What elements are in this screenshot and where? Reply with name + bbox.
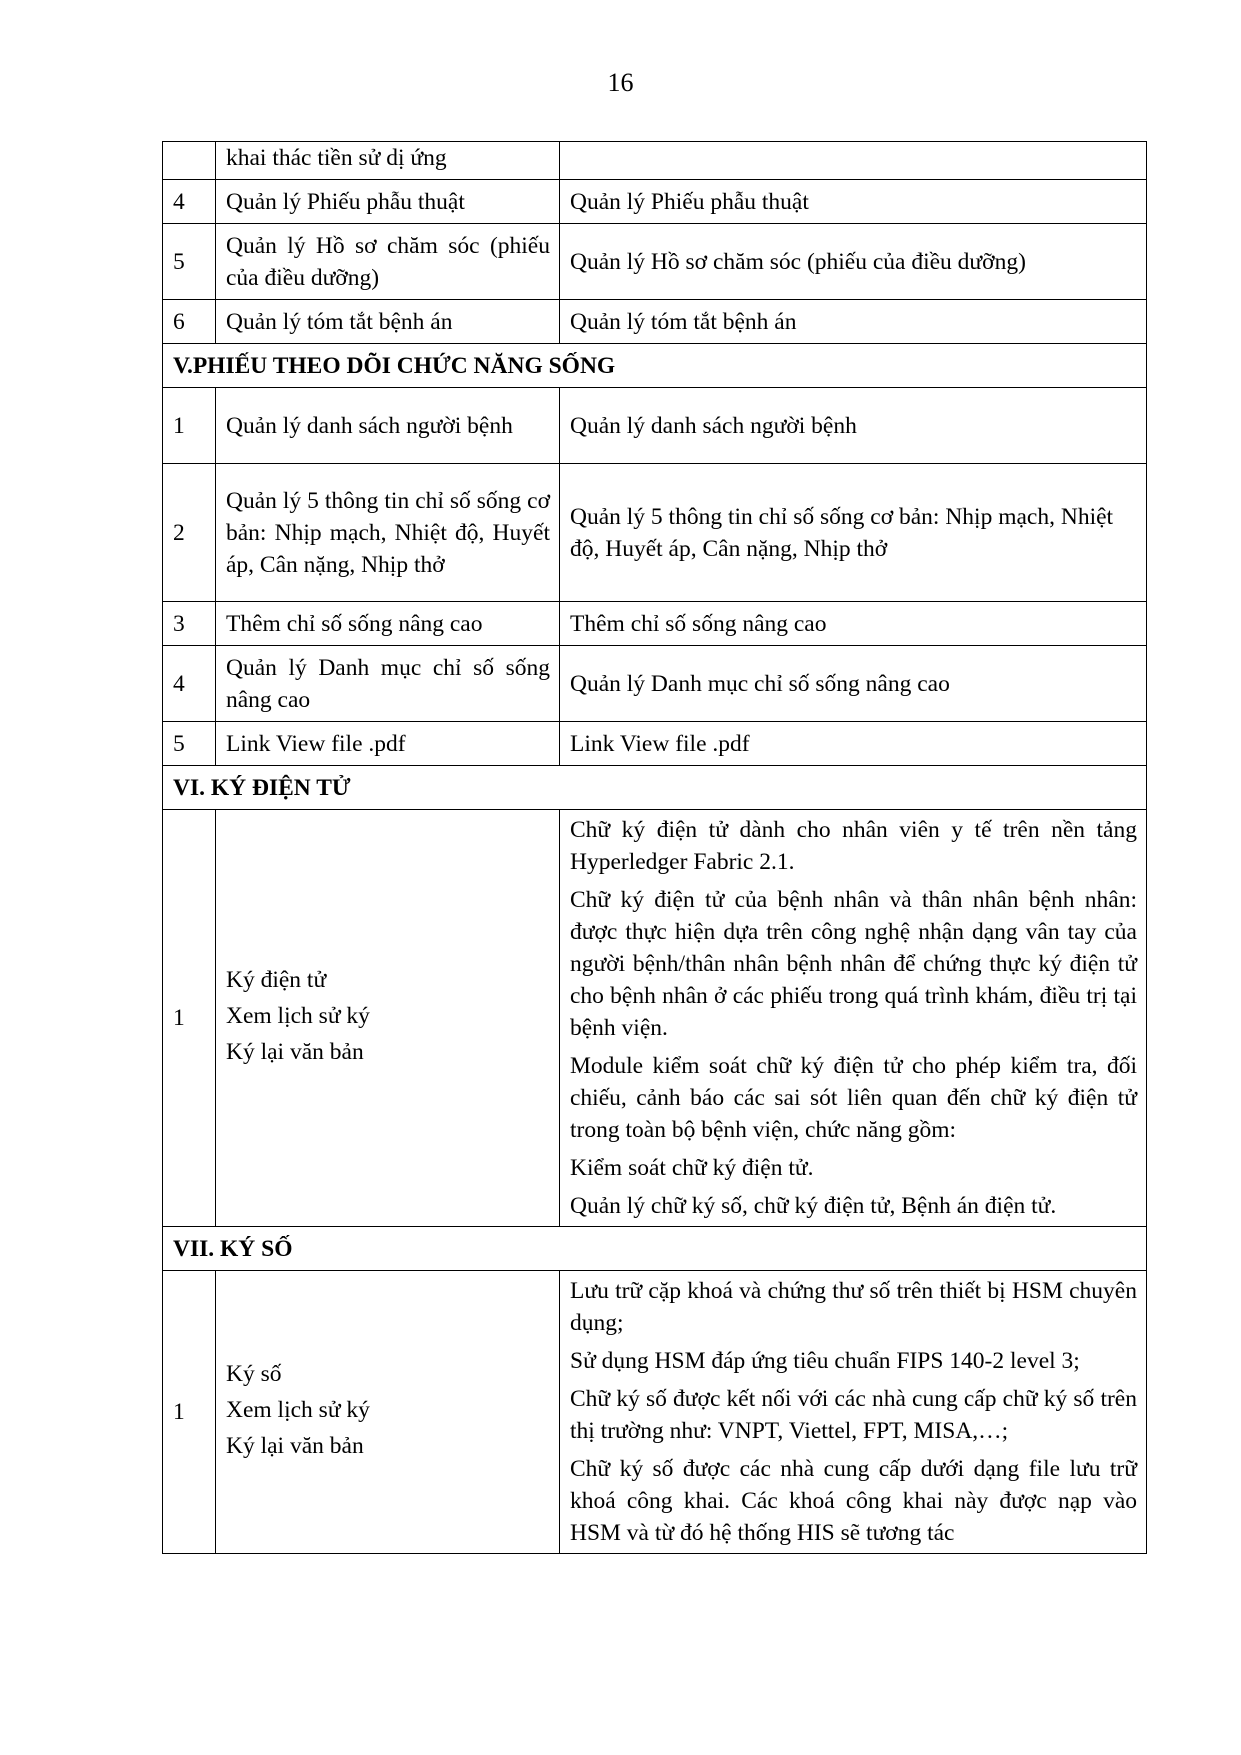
row-number [163, 142, 216, 180]
row-number: 4 [163, 180, 216, 224]
function-cell: Link View file .pdf [216, 722, 560, 766]
description-cell [560, 810, 1147, 1227]
section-header-row [163, 344, 1147, 388]
description-paragraph: Quản lý chữ ký số, chữ ký điện tử, Bệnh án điện tử. [570, 1193, 1057, 1219]
row-number: 3 [163, 602, 216, 646]
description-cell [560, 1271, 1147, 1554]
description-paragraph: Lưu trữ cặp khoá và chứng thư số trên thiết bị HSM chuyên dụng; [570, 1278, 1137, 1336]
description-cell: Quản lý 5 thông tin chỉ số sống cơ bản: Nhịp mạch, Nhiệt độ, Huyết áp, Cân nặng, Nhịp thở [560, 464, 1147, 602]
function-line: Ký điện tử [226, 967, 327, 993]
description-paragraph: Chữ ký số được kết nối với các nhà cung cấp chữ ký số trên thị trường như: VNPT, Viettel, FPT, MISA,…; [570, 1386, 1137, 1444]
function-line: Xem lịch sử ký [226, 1003, 370, 1029]
description-paragraph: Module kiểm soát chữ ký điện tử cho phép kiểm tra, đối chiếu, cảnh báo các sai sót liên quan đến chữ ký điện tử trong toàn bộ bệnh viện, chức năng gồm: [570, 1053, 1137, 1143]
description-cell [560, 142, 1147, 180]
function-line: Xem lịch sử ký [226, 1397, 370, 1423]
description-paragraph: Kiểm soát chữ ký điện tử. [570, 1155, 814, 1181]
section-header-row [163, 1227, 1147, 1271]
function-cell [216, 1271, 560, 1554]
description-cell: Quản lý tóm tắt bệnh án [560, 300, 1147, 344]
row-number: 2 [163, 464, 216, 602]
row-number: 5 [163, 224, 216, 300]
row-number: 4 [163, 646, 216, 722]
table-row [163, 810, 1147, 1227]
table-row [163, 224, 1147, 300]
description-paragraph: Chữ ký điện tử dành cho nhân viên y tế trên nền tảng Hyperledger Fabric 2.1. [570, 817, 1137, 875]
function-cell: Quản lý Danh mục chỉ số sống nâng cao [216, 646, 560, 722]
table-row [163, 464, 1147, 602]
section-title: V.PHIẾU THEO DÕI CHỨC NĂNG SỐNG [163, 344, 1147, 388]
function-cell: Quản lý tóm tắt bệnh án [216, 300, 560, 344]
table-row [163, 142, 1147, 180]
function-cell: khai thác tiền sử dị ứng [216, 142, 560, 180]
function-line: Ký lại văn bản [226, 1433, 364, 1459]
description-paragraph: Sử dụng HSM đáp ứng tiêu chuẩn FIPS 140-2 level 3; [570, 1348, 1080, 1374]
function-line: Ký số [226, 1361, 282, 1387]
function-cell: Quản lý Phiếu phẫu thuật [216, 180, 560, 224]
function-cell [216, 810, 560, 1227]
function-cell: Quản lý 5 thông tin chỉ số sống cơ bản: Nhịp mạch, Nhiệt độ, Huyết áp, Cân nặng, Nhịp thở [216, 464, 560, 602]
description-paragraph: Chữ ký điện tử của bệnh nhân và thân nhân bệnh nhân: được thực hiện dựa trên công nghệ nhận dạng vân tay của người bệnh/thân nhân bệnh nhân để chứng thực ký điện tử cho bệnh nhân ở các phiếu trong quá trình khám, điều trị tại bệnh viện. [570, 887, 1137, 1041]
table-row [163, 300, 1147, 344]
table-row [163, 388, 1147, 464]
description-cell: Thêm chỉ số sống nâng cao [560, 602, 1147, 646]
description-cell: Quản lý Phiếu phẫu thuật [560, 180, 1147, 224]
section-title: VII. KÝ SỐ [163, 1227, 1147, 1271]
function-table [162, 141, 1147, 1554]
function-line: Ký lại văn bản [226, 1039, 364, 1065]
row-number: 1 [163, 810, 216, 1227]
table-row [163, 1271, 1147, 1554]
function-cell: Quản lý danh sách người bệnh [216, 388, 560, 464]
row-number: 1 [163, 388, 216, 464]
description-cell: Link View file .pdf [560, 722, 1147, 766]
table-row [163, 722, 1147, 766]
row-number: 5 [163, 722, 216, 766]
table-row [163, 646, 1147, 722]
table-row [163, 602, 1147, 646]
description-paragraph: Chữ ký số được các nhà cung cấp dưới dạng file lưu trữ khoá công khai. Các khoá công khai này được nạp vào HSM và từ đó hệ thống HIS sẽ tương tác [570, 1456, 1137, 1546]
page-number: 16 [607, 68, 634, 97]
description-cell: Quản lý Hồ sơ chăm sóc (phiếu của điều dưỡng) [560, 224, 1147, 300]
row-number: 6 [163, 300, 216, 344]
section-title: VI. KÝ ĐIỆN TỬ [163, 766, 1147, 810]
function-cell: Quản lý Hồ sơ chăm sóc (phiếu của điều dưỡng) [216, 224, 560, 300]
section-header-row [163, 766, 1147, 810]
description-cell: Quản lý Danh mục chỉ số sống nâng cao [560, 646, 1147, 722]
function-cell: Thêm chỉ số sống nâng cao [216, 602, 560, 646]
description-cell: Quản lý danh sách người bệnh [560, 388, 1147, 464]
row-number: 1 [163, 1271, 216, 1554]
table-row [163, 180, 1147, 224]
